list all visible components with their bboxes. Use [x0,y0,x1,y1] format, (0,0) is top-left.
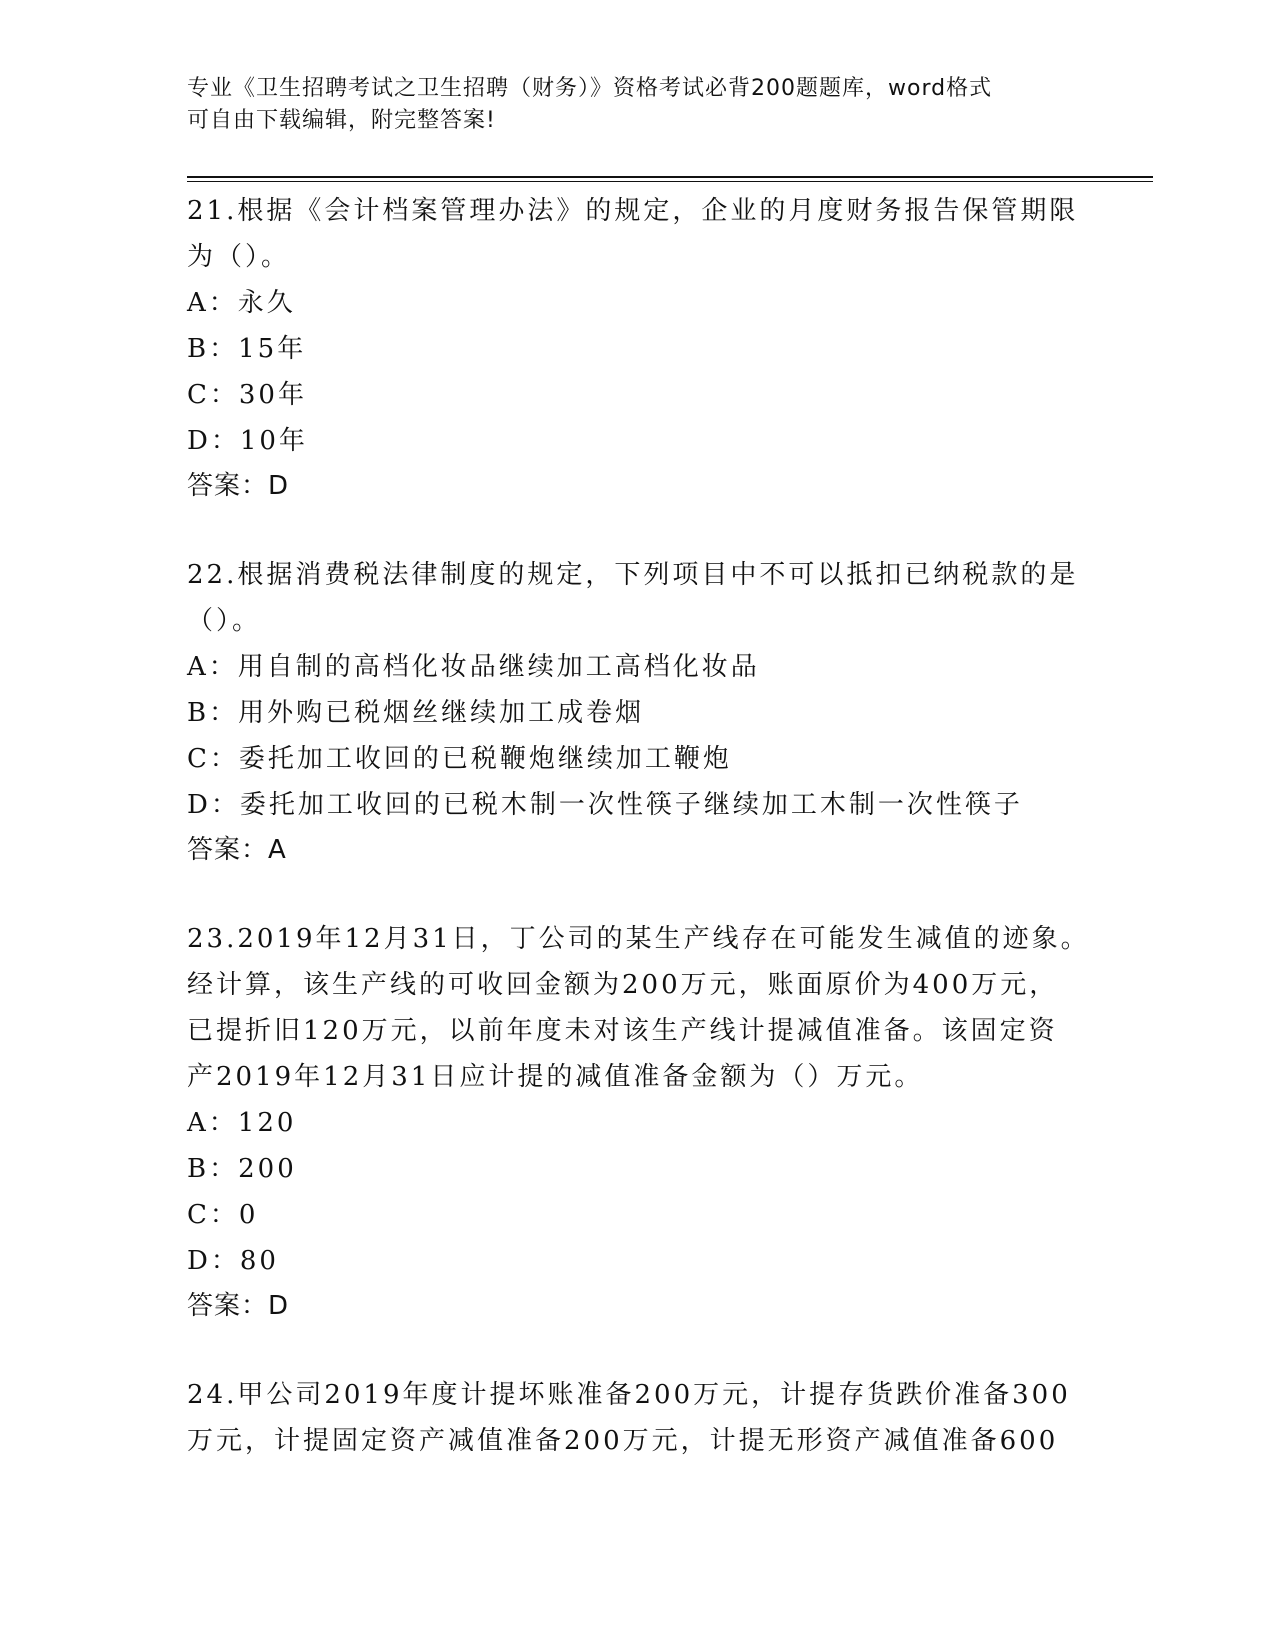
option-c: C：委托加工收回的已税鞭炮继续加工鞭炮 [187,744,732,774]
header-rule-thin [187,181,1153,182]
option-d: D：委托加工收回的已税木制一次性筷子继续加工木制一次性筷子 [187,790,1023,820]
option-d: D：80 [187,1246,279,1276]
option-a: A：用自制的高档化妆品继续加工高档化妆品 [187,652,760,682]
question-stem-line: （）。 [187,606,262,636]
question-stem-line: 21.根据《会计档案管理办法》的规定，企业的月度财务报告保管期限 [187,196,1079,226]
question-stem-line: 产2019年12月31日应计提的减值准备金额为（）万元。 [187,1062,924,1092]
question-spacer [187,508,1087,552]
question-spacer [187,1328,1087,1372]
option-c: C：0 [187,1200,259,1230]
question-23 [187,916,1090,1328]
option-b: B：15年 [187,334,307,364]
question-stem-line: 经计算，该生产线的可收回金额为200万元，账面原价为400万元， [187,970,1059,1000]
question-list [187,188,1090,1464]
question-stem-line: 23.2019年12月31日，丁公司的某生产线存在可能发生减值的迹象。 [187,924,1090,954]
option-d: D：10年 [187,426,308,456]
question-21 [187,188,1087,508]
option-b: B：200 [187,1154,297,1184]
header-line-1: 专业《卫生招聘考试之卫生招聘（财务）》资格考试必背200题题库，word格式 [187,76,993,101]
option-a: A：永久 [187,288,296,318]
question-stem-line: 为（）。 [187,242,291,272]
header-line-2: 可自由下载编辑，附完整答案! [187,108,496,133]
option-c: C：30年 [187,380,307,410]
document-header [187,73,1087,137]
question-stem-line: 已提折旧120万元，以前年度未对该生产线计提减值准备。该固定资 [187,1016,1058,1046]
question-24 [187,1372,1087,1464]
option-a: A：120 [187,1108,297,1138]
question-stem-line: 万元，计提固定资产减值准备200万元，计提无形资产减值准备600 [187,1426,1059,1456]
header-rule-thick [187,176,1153,178]
answer-line: 答案：A [187,835,287,865]
option-b: B：用外购已税烟丝继续加工成卷烟 [187,698,645,728]
question-spacer [187,872,1087,916]
question-stem-line: 24.甲公司2019年度计提坏账准备200万元，计提存货跌价准备300 [187,1380,1071,1410]
question-22 [187,552,1087,872]
answer-line: 答案：D [187,1291,290,1321]
answer-line: 答案：D [187,471,290,501]
question-stem-line: 22.根据消费税法律制度的规定，下列项目中不可以抵扣已纳税款的是 [187,560,1079,590]
